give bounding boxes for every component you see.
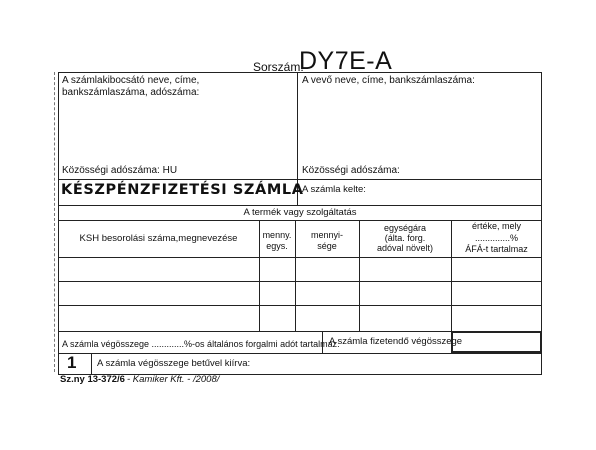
seller-label-line2: bankszámlaszáma, adószáma: [62,87,200,98]
copy-number: 1 [67,353,77,372]
vat-statement: A számla végösszege .............%-os általános forgalmi adót tartalmaz. [62,339,340,349]
seller-label-line1: A számlakibocsátó neve, címe, [62,75,200,86]
invoice-title: KÉSZPÉNZFIZETÉSI SZÁMLA [61,182,304,198]
column-header-price-line3: adóval növelt) [376,243,434,253]
column-header-value-line2: ..............% [474,233,518,243]
row-line-3 [58,305,542,306]
serial-label: Sorszám: [253,60,304,74]
payable-total-label: A számla fizetendő végösszege [329,336,463,347]
words-row-top-line [58,353,542,354]
row-line-2 [58,281,542,282]
payable-total-box [451,331,542,353]
copy-number-divider [91,353,92,375]
column-divider-4 [451,220,452,331]
column-header-value-line3: ÁFÁ-t tartalmaz [465,244,528,254]
title-row-top-line [58,179,542,180]
buyer-community-tax-label: Közösségi adószáma: [302,165,400,176]
totals-divider [322,331,323,353]
serial-number: DY7E-A [299,47,393,75]
column-divider-2 [295,220,296,331]
seller-community-tax-label: Közösségi adószáma: HU [62,165,178,176]
form-code: Sz.ny 13-372/6 [60,374,125,385]
column-header-qty-line2: sége [317,241,337,251]
column-header-unit-line2: egys. [266,241,288,251]
column-header-price-line1: egységára [383,223,427,233]
column-divider-3 [359,220,360,331]
column-header-qty-line1: mennyi- [310,230,343,240]
column-header-price-line2: (álta. forg. [384,233,426,243]
items-section-label: A termék vagy szolgáltatás [243,207,357,218]
column-divider-1 [259,220,260,331]
buyer-label: A vevő neve, címe, bankszámlaszáma: [302,75,475,86]
total-in-words-label: A számla végösszege betűvel kiírva: [97,358,251,369]
perforation-line [54,72,55,372]
row-line-1 [58,257,542,258]
publisher: - Kamiker Kft. - /2008/ [127,374,220,385]
invoice-date-label: A számla kelte: [302,184,366,195]
column-header-unit-line1: menny. [262,230,292,240]
column-header-value-line1: értéke, mely [471,221,522,231]
column-header-ksh: KSH besorolási száma,megnevezése [79,233,238,244]
items-section-top-line [58,205,542,206]
